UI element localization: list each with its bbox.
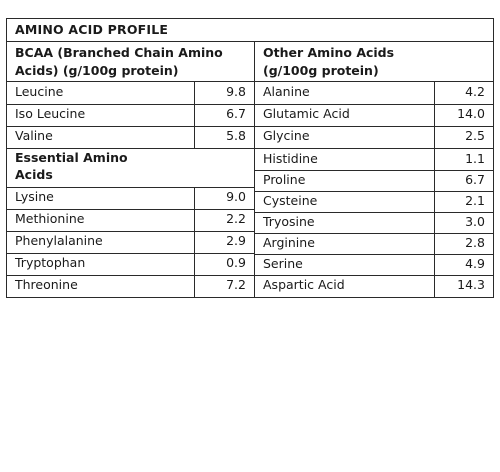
table-row-label: Iso Leucine bbox=[15, 106, 86, 121]
table-row-value: 14.3 bbox=[457, 277, 485, 292]
row-divider bbox=[7, 148, 254, 149]
table-row-label: Phenylalanine bbox=[15, 233, 103, 248]
table-row-value: 2.1 bbox=[465, 193, 485, 208]
table-row-label: Lysine bbox=[15, 189, 54, 204]
table-row-label: Tryptophan bbox=[15, 255, 86, 270]
row-divider bbox=[7, 187, 254, 188]
row-divider bbox=[255, 233, 493, 234]
bcaa-header-line2: Acids) (g/100g protein) bbox=[15, 63, 179, 78]
row-divider bbox=[7, 253, 254, 254]
table-row-value: 7.2 bbox=[226, 277, 246, 292]
other-header bbox=[254, 42, 493, 82]
row-divider bbox=[7, 209, 254, 210]
row-divider bbox=[7, 231, 254, 232]
table-row-value: 9.8 bbox=[226, 84, 246, 99]
row-divider bbox=[255, 254, 493, 255]
table-row-value: 9.0 bbox=[226, 189, 246, 204]
table-title: AMINO ACID PROFILE bbox=[7, 19, 493, 42]
essential-header-line2: Acids bbox=[15, 167, 53, 182]
table-row-label: Histidine bbox=[263, 151, 318, 166]
row-divider bbox=[255, 126, 493, 127]
row-divider bbox=[7, 275, 254, 276]
table-row-label: Glutamic Acid bbox=[263, 106, 350, 121]
other-header-line2: (g/100g protein) bbox=[263, 63, 379, 78]
amino-acid-profile-table bbox=[6, 18, 494, 298]
row-divider bbox=[255, 170, 493, 171]
row-divider bbox=[255, 104, 493, 105]
table-row-value: 6.7 bbox=[226, 106, 246, 121]
essential-header bbox=[7, 149, 254, 183]
column-divider bbox=[434, 82, 435, 297]
table-row-value: 3.0 bbox=[465, 214, 485, 229]
table-row-label: Arginine bbox=[263, 235, 315, 250]
table-row-label: Leucine bbox=[15, 84, 64, 99]
table-row-value: 0.9 bbox=[226, 255, 246, 270]
table-row-value: 1.1 bbox=[465, 151, 485, 166]
table-row-value: 2.2 bbox=[226, 211, 246, 226]
table-row-value: 6.7 bbox=[465, 172, 485, 187]
table-row-label: Aspartic Acid bbox=[263, 277, 345, 292]
essential-header-line1: Essential Amino bbox=[15, 150, 128, 165]
table-row-value: 2.9 bbox=[226, 233, 246, 248]
table-row-label: Proline bbox=[263, 172, 306, 187]
table-row-label: Alanine bbox=[263, 84, 310, 99]
row-divider bbox=[7, 104, 254, 105]
table-row-label: Cysteine bbox=[263, 193, 318, 208]
row-divider bbox=[255, 191, 493, 192]
table-row-label: Serine bbox=[263, 256, 303, 271]
table-row-value: 14.0 bbox=[457, 106, 485, 121]
column-divider bbox=[194, 187, 195, 297]
bcaa-header bbox=[7, 42, 254, 82]
table-row-value: 2.8 bbox=[465, 235, 485, 250]
table-row-value: 4.9 bbox=[465, 256, 485, 271]
row-divider bbox=[255, 275, 493, 276]
other-header-line1: Other Amino Acids bbox=[263, 45, 395, 60]
table-row-value: 4.2 bbox=[465, 84, 485, 99]
table-row-label: Valine bbox=[15, 128, 53, 143]
table-row-label: Tryosine bbox=[263, 214, 315, 229]
table-row-label: Methionine bbox=[15, 211, 85, 226]
table-row-label: Glycine bbox=[263, 128, 310, 143]
table-row-value: 2.5 bbox=[465, 128, 485, 143]
table-row-value: 5.8 bbox=[226, 128, 246, 143]
bcaa-header-line1: BCAA (Branched Chain Amino bbox=[15, 45, 223, 60]
row-divider bbox=[7, 126, 254, 127]
column-divider bbox=[194, 82, 195, 148]
row-divider bbox=[255, 212, 493, 213]
table-row-label: Threonine bbox=[15, 277, 78, 292]
row-divider bbox=[255, 148, 493, 149]
